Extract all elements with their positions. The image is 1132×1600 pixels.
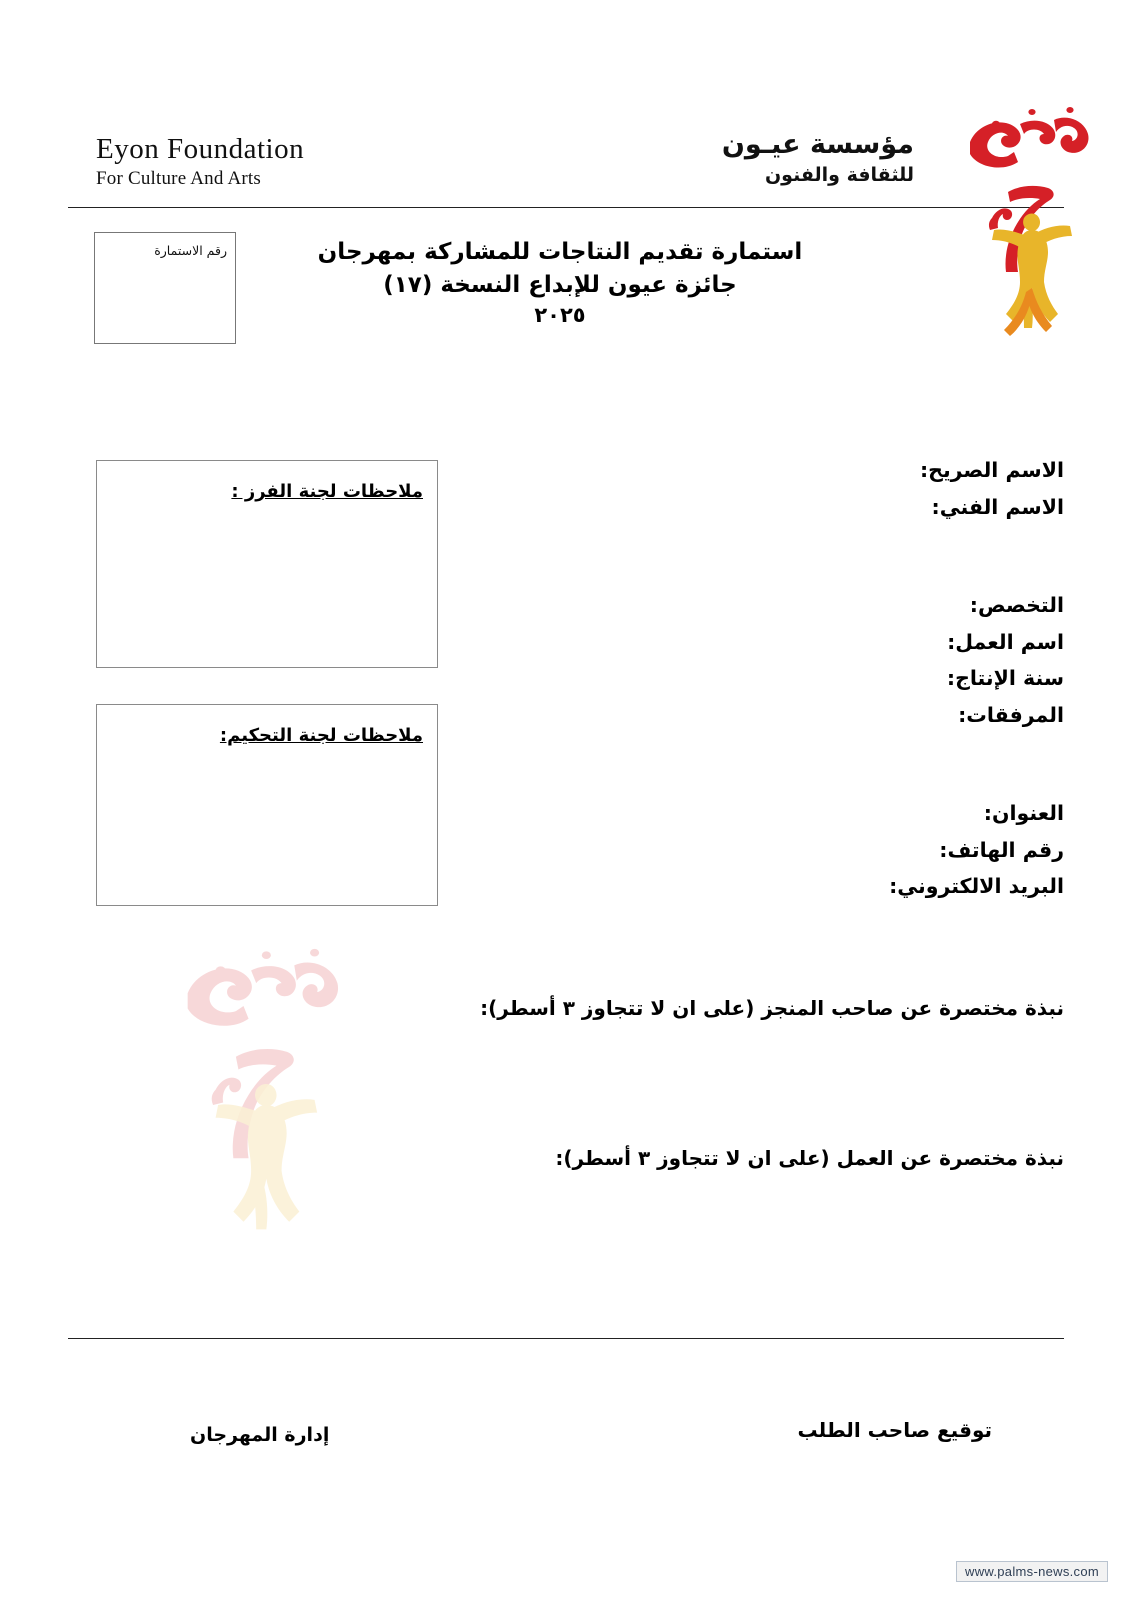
field-label-attachments: المرفقات: [958, 702, 1064, 727]
prompt-author-bio: نبذة مختصرة عن صاحب المنجز (على ان لا تتجاوز ٣ أسطر): [480, 996, 1064, 1020]
brand-arabic-line2: للثقافة والفنون [764, 164, 914, 186]
page-title-line2: جائزة عيون للإبداع النسخة (١٧) [383, 271, 737, 298]
festival-administration-label: إدارة المهرجان [190, 1424, 330, 1446]
field-label-work-name: اسم العمل: [947, 629, 1064, 654]
document-header [68, 115, 1064, 210]
form-number-box[interactable] [94, 232, 236, 344]
brand-arabic-line1: مؤسسة عيـون [721, 129, 914, 160]
applicant-fields [644, 460, 1064, 913]
field-label-specialty: التخصص: [969, 593, 1064, 617]
eyon-logo-icon [962, 100, 1092, 360]
judging-committee-notes-box[interactable] [96, 704, 438, 906]
brand-english-line2: For Culture And Arts [96, 168, 261, 189]
footer-divider [68, 1338, 1064, 1339]
page-title-line3: ٢٠٢٥ [534, 303, 586, 328]
field-label-address: العنوان: [983, 801, 1064, 825]
header-divider [68, 207, 1064, 208]
brand-english [96, 133, 304, 190]
brand-arabic [722, 129, 914, 186]
field-label-email: البريد الالكتروني: [889, 874, 1064, 898]
field-label-phone: رقم الهاتف: [939, 837, 1064, 862]
applicant-signature-label: توقيع صاحب الطلب [797, 1418, 992, 1442]
brand-english-line1: Eyon Foundation [96, 133, 305, 165]
page-title [260, 236, 860, 331]
field-label-production-year: سنة الإنتاج: [946, 666, 1064, 690]
source-watermark-badge: www.palms-news.com [956, 1561, 1108, 1582]
eyon-logo-watermark-icon [150, 940, 370, 1270]
page-title-line1: استمارة تقديم النتاجات للمشاركة بمهرجان [317, 239, 803, 265]
prompt-work-bio: نبذة مختصرة عن العمل (على ان لا تتجاوز ٣ أسطر): [555, 1146, 1064, 1170]
field-label-artistic-name: الاسم الفني: [931, 494, 1064, 519]
sorting-committee-notes-title: ملاحظات لجنة الفرز : [231, 481, 423, 502]
field-label-full-name: الاسم الصريح: [919, 458, 1064, 482]
judging-committee-notes-title: ملاحظات لجنة التحكيم: [219, 725, 423, 746]
form-number-label: رقم الاستمارة [154, 243, 227, 258]
sorting-committee-notes-box[interactable] [96, 460, 438, 668]
